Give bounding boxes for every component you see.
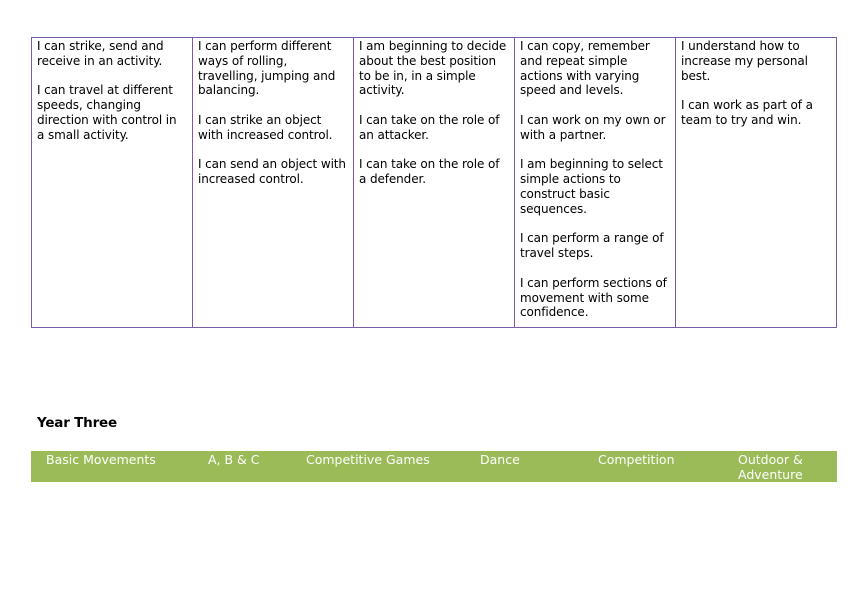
table-cell-dance — [515, 38, 676, 328]
category-abc: A, B & C — [208, 452, 260, 467]
cell-statement: I am beginning to decide about the best position to be in, in a simple activity. — [359, 39, 507, 98]
cell-statement: I can send an object with increased control. — [198, 157, 346, 187]
category-header-bar — [31, 451, 837, 482]
cell-statement: I can strike, send and receive in an activity. — [37, 39, 164, 68]
category-basic-movements: Basic Movements — [46, 452, 156, 467]
cell-statement: I can perform different ways of rolling, travelling, jumping and balancing. — [198, 39, 336, 98]
category-dance: Dance — [480, 452, 520, 467]
category-outdoor-adventure: Outdoor & Adventure — [738, 452, 803, 482]
cell-statement: I can strike an object with increased control. — [198, 112, 333, 142]
section-heading-year-three: Year Three — [37, 415, 117, 431]
table-cell-basic-movements — [32, 38, 193, 328]
table-cell-abc — [193, 38, 354, 328]
cell-statement: I can travel at different speeds, changing direction with control in a small activity. — [37, 83, 177, 142]
cell-statement: I can take on the role of a defender. — [359, 157, 500, 187]
table-cell-competition — [676, 38, 837, 328]
cell-statement: I can perform a range of travel steps. — [520, 231, 664, 261]
cell-statement: I can perform sections of movement with some confidence. — [520, 275, 667, 320]
skills-table — [31, 37, 837, 328]
table-cell-competitive-games — [354, 38, 515, 328]
category-competition: Competition — [598, 452, 675, 467]
cell-statement: I understand how to increase my personal best. — [681, 39, 808, 83]
cell-statement: I can copy, remember and repeat simple actions with varying speed and levels. — [520, 39, 650, 98]
cell-statement: I am beginning to select simple actions to construct basic sequences. — [520, 157, 663, 216]
cell-statement: I can work on my own or with a partner. — [520, 112, 666, 142]
category-competitive-games: Competitive Games — [306, 452, 430, 467]
cell-statement: I can take on the role of an attacker. — [359, 112, 500, 142]
cell-statement: I can work as part of a team to try and win. — [681, 98, 813, 127]
table-row — [32, 38, 837, 328]
